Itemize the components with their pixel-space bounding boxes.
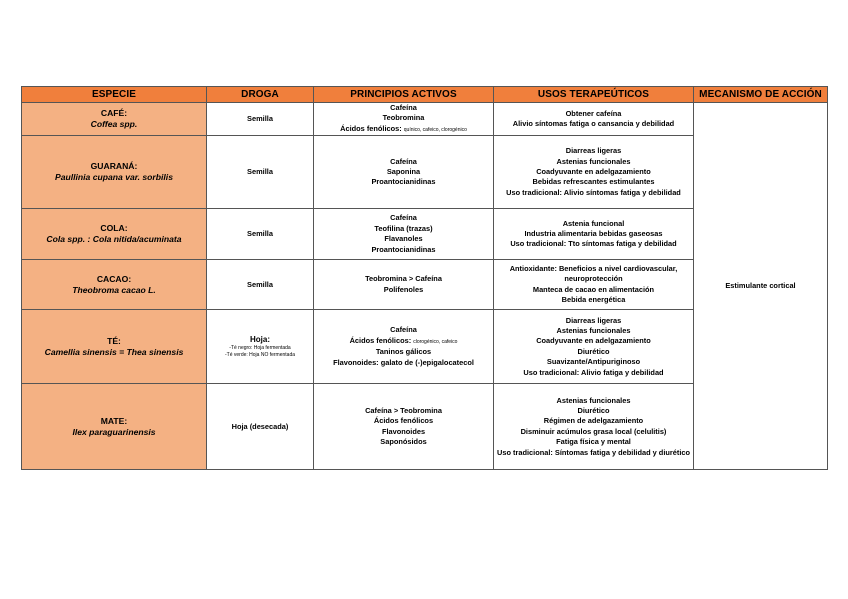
- principio-item: Cafeína > Teobromina: [365, 405, 442, 415]
- uso-item: Diurético: [577, 405, 610, 415]
- uso-item: Coadyuvante en adelgazamiento: [536, 336, 651, 346]
- droga-cell: Semilla: [207, 209, 314, 260]
- species-scientific: Camellia sinensis = Thea sinensis: [44, 346, 184, 357]
- table-row: [22, 103, 828, 136]
- plants-table: [21, 86, 828, 470]
- especie-cell: [22, 136, 207, 209]
- uso-item: Bebida energética: [561, 295, 626, 305]
- header-principios: PRINCIPIOS ACTIVOS: [314, 87, 494, 103]
- uso-item: Uso tradicional: Alivio fatiga y debilidad: [523, 367, 664, 377]
- especie-cell: [22, 209, 207, 260]
- usos-cell: [494, 209, 694, 260]
- uso-item: Diurético: [577, 346, 610, 356]
- species-name: CACAO:: [96, 273, 132, 284]
- species-scientific: Theobroma cacao L.: [72, 284, 156, 295]
- droga-cell: Semilla: [207, 136, 314, 209]
- species-scientific: Paullinia cupana var. sorbilis: [55, 172, 173, 183]
- species-scientific: Coffea spp.: [90, 119, 138, 130]
- droga-note: -Té negro: Hoja fermentada: [229, 344, 291, 351]
- uso-item: Alivio síntomas fatiga o cansancia y debilidad: [512, 119, 675, 129]
- uso-item: Disminuir acúmulos grasa local (celulitis): [520, 426, 667, 436]
- principio-item: Teobromina: [382, 113, 425, 123]
- droga-cell: Semilla: [207, 103, 314, 136]
- principios-cell: [314, 103, 494, 136]
- principios-cell: [314, 260, 494, 310]
- uso-item: Manteca de cacao en alimentación: [532, 284, 655, 294]
- principio-item: Polifenoles: [383, 284, 424, 294]
- header-droga: DROGA: [207, 87, 314, 103]
- principio-item: Teofilina (trazas): [374, 223, 433, 233]
- principios-cell: [314, 310, 494, 384]
- uso-item: Industria alimentaria bebidas gaseosas: [524, 229, 663, 239]
- principio-item: Proantocianidinas: [371, 244, 436, 254]
- principio-item: Cafeína: [390, 156, 417, 166]
- uso-item: Coadyuvante en adelgazamiento: [536, 167, 651, 177]
- droga-note: -Té verde: Hoja NO fermentada: [224, 351, 296, 358]
- species-name: MATE:: [100, 415, 128, 426]
- droga-cell: [207, 310, 314, 384]
- especie-cell: [22, 384, 207, 470]
- principios-cell: [314, 209, 494, 260]
- uso-item: Suavizante/Antipuriginoso: [546, 357, 641, 367]
- uso-item: Régimen de adelgazamiento: [543, 416, 644, 426]
- uso-item: Diarreas ligeras: [565, 315, 622, 325]
- principio-item: Ácidos fenólicos: [373, 416, 434, 426]
- uso-item: Astenias funcionales: [556, 156, 631, 166]
- uso-item: Bebidas refrescantes estimulantes: [532, 177, 655, 187]
- mecanismo-cell: Estimulante cortical: [694, 103, 828, 470]
- principio-item: Cafeína: [390, 213, 417, 223]
- uso-item: Fatiga física y mental: [556, 437, 631, 447]
- principio-item: Saponósidos: [380, 437, 427, 447]
- uso-item: Astenias funcionales: [556, 325, 631, 335]
- principio-item: Cafeína: [390, 103, 417, 112]
- especie-cell: [22, 310, 207, 384]
- especie-cell: [22, 103, 207, 136]
- principio-label: Ácidos fenólicos:: [340, 123, 404, 133]
- uso-item: Astenias funcionales: [556, 395, 631, 405]
- principios-cell: [314, 384, 494, 470]
- droga-cell: Semilla: [207, 260, 314, 310]
- header-especie: ESPECIE: [22, 87, 207, 103]
- droga-label: Hoja:: [250, 334, 270, 344]
- uso-item: Antioxidante: Beneficios a nivel cardiovascular, neuroprotección: [509, 263, 678, 284]
- uso-item: Obtener cafeína: [565, 108, 622, 118]
- droga-cell: Hoja (desecada): [207, 384, 314, 470]
- usos-cell: [494, 310, 694, 384]
- uso-item: Astenia funcional: [562, 218, 625, 228]
- usos-cell: [494, 136, 694, 209]
- uso-item: Uso tradicional: Síntomas fatiga y debilidad y diurético: [497, 447, 691, 457]
- usos-cell: [494, 103, 694, 136]
- uso-item: Diarreas ligeras: [565, 146, 622, 156]
- species-scientific: Ilex paraguarinensis: [72, 426, 156, 437]
- uso-item: Uso tradicional: Tto síntomas fatiga y debilidad: [510, 239, 677, 249]
- principio-item: Cafeína: [390, 325, 417, 335]
- especie-cell: [22, 260, 207, 310]
- principio-item: [317, 336, 490, 347]
- principio-item: [317, 124, 490, 135]
- species-name: GUARANÁ:: [90, 161, 138, 172]
- header-row: [22, 87, 828, 103]
- species-name: COLA:: [100, 223, 128, 234]
- usos-cell: [494, 260, 694, 310]
- uso-item: Uso tradicional: Alivio síntomas fatiga y debilidad: [506, 187, 681, 197]
- principio-item: Taninos gálicos: [375, 347, 432, 357]
- principio-item: Proantocianidinas: [371, 177, 436, 187]
- principio-item: Flavonoides: [381, 426, 426, 436]
- header-mecanismo: MECANISMO DE ACCIÓN: [694, 87, 828, 103]
- principio-item: Flavonoides: galato de (-)epigalocatecol: [333, 357, 474, 367]
- header-usos: USOS TERAPEÚTICOS: [494, 87, 694, 103]
- principio-item: Saponina: [386, 167, 421, 177]
- principio-label: Ácidos fenólicos:: [349, 335, 414, 345]
- species-scientific: Cola spp. : Cola nitida/acuminata: [46, 234, 182, 245]
- species-name: TÉ:: [107, 335, 121, 346]
- principios-cell: [314, 136, 494, 209]
- usos-cell: [494, 384, 694, 470]
- principio-item: Flavanoles: [384, 234, 423, 244]
- principio-detail: clorogénico, cafeico: [413, 338, 458, 345]
- principio-detail: quínico, cafeico, clorogénico: [403, 126, 467, 133]
- species-name: CAFÉ:: [100, 108, 128, 119]
- principio-item: Teobromina > Cafeína: [365, 274, 442, 284]
